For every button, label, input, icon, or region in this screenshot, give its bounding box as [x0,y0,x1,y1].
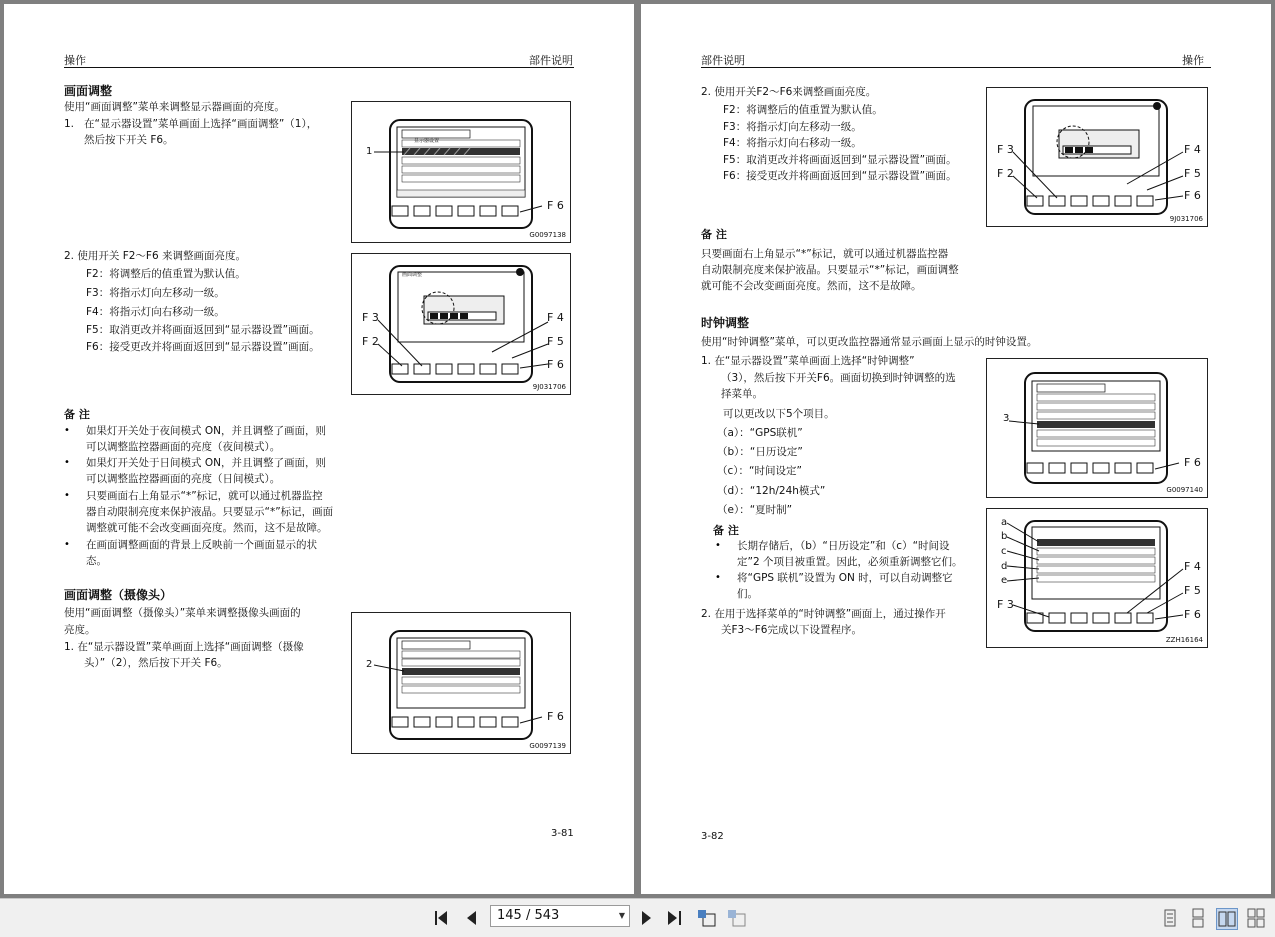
bullet: • [715,572,721,583]
fkey-desc: F2：将调整后的值重置为默认值。 [86,268,246,280]
step-text: 1. 在“显示器设置”菜单画面上选择“画面调整（摄像 [64,641,304,653]
note-text: 将“GPS 联机”设置为 ON 时，可以自动调整它 [737,572,953,584]
bullet: • [64,490,70,501]
note-text: 如果灯开关处于日间模式 ON，并且调整了画面，则 [86,457,326,469]
item-text: （e）：“夏时制” [717,504,793,516]
figure-id: 9J031706 [1169,215,1203,223]
brightness-illustration [352,254,570,394]
callout-f4: F 4 [1184,143,1201,156]
callout-f5: F 5 [1184,167,1201,180]
fkey-desc: F4：将指示灯向右移动一级。 [86,306,225,318]
callout-d: d [1001,561,1008,572]
rotate-icon[interactable] [696,908,716,928]
note-text: 只要画面右上角显示“*”标记，就可以通过机器监控器 [701,248,949,260]
figure-clock-menu [986,508,1208,648]
screen-title: 画面调整 [402,272,423,278]
callout-f5: F 5 [547,335,564,348]
step-text: 然后按下开关 F6。 [84,134,174,146]
page-number: 3-81 [551,828,574,839]
notes-title: 备 注 [64,408,90,421]
page-number-select[interactable] [490,905,630,927]
callout-2: 2 [366,659,373,670]
step-text: 关F3～F6完成以下设置程序。 [721,624,862,636]
rotate-alt-icon[interactable] [726,908,746,928]
step-text: 1. 在“显示器设置”菜单画面上选择“时钟调整” [701,355,915,367]
callout-f3: F 3 [997,598,1014,611]
figure-brightness-screen [986,87,1208,227]
step-text: 2. 在用于选择菜单的“时钟调整”画面上，通过操作开 [701,608,946,620]
notes-title: 备 注 [701,228,727,241]
single-page-icon[interactable] [1160,908,1180,928]
fkey-desc: F5：取消更改并将画面返回到“显示器设置”画面。 [723,154,957,166]
para: 使用“画面调整”菜单来调整显示器画面的亮度。 [64,101,285,113]
prev-page-icon[interactable] [462,908,482,928]
fkey-desc: F6：接受更改并将画面返回到“显示器设置”画面。 [86,341,320,353]
figure-id: ZZH16164 [1165,636,1203,644]
callout-f3: F 3 [362,311,379,324]
bullet: • [64,539,70,550]
figure-id: G0097140 [1166,486,1203,494]
monitor-menu-illustration [352,102,570,242]
clock-menu-illustration [987,509,1207,647]
note-text: 长期存储后，（b）“日历设定”和（c）“时间设 [737,540,950,552]
callout-c: c [1001,546,1007,557]
note-text: 调整就可能不会改变画面亮度。然而，这不是故障。 [86,522,328,534]
section-title-brightness: 画面调整 [64,84,113,98]
fkey-desc: F6：接受更改并将画面返回到“显示器设置”画面。 [723,170,957,182]
figure-monitor-menu-clock [986,358,1208,498]
section-title-camera: 画面调整（摄像头） [64,588,173,602]
next-page-icon[interactable] [636,908,656,928]
callout-e: e [1001,575,1008,586]
callout-f5: F 5 [1184,584,1201,597]
note-text: 可以调整监控器画面的亮度（夜间模式）。 [86,441,281,453]
callout-f2: F 2 [997,167,1014,180]
callout-1: 1 [366,146,373,157]
menu-title: 显示器设置 [414,138,440,144]
fkey-desc: F3：将指示灯向左移动一级。 [723,121,862,133]
step-text: （3），然后按下开关F6。画面切换到时钟调整的选 [721,372,956,384]
viewer-toolbar [0,898,1275,937]
notes-title: 备 注 [713,524,739,537]
callout-f3: F 3 [997,143,1014,156]
figure-id: G0097138 [529,231,566,239]
two-page-continuous-icon[interactable] [1246,908,1266,928]
callout-f6: F 6 [1184,608,1201,621]
note-text: 们。 [737,588,758,600]
header-right: 部件说明 [529,54,573,67]
callout-f6: F 6 [547,358,564,371]
header-left: 部件说明 [701,54,745,67]
bullet: • [715,540,721,551]
note-text: 态。 [86,555,107,567]
callout-3: 3 [1003,413,1010,424]
fkey-desc: F2：将调整后的值重置为默认值。 [723,104,883,116]
brightness-illustration [987,88,1207,226]
chevron-down-icon: ▼ [618,911,625,920]
callout-f4: F 4 [1184,560,1201,573]
note-text: 只要画面右上角显示“*”标记，就可以通过机器监控 [86,490,323,502]
callout-f6: F 6 [1184,456,1201,469]
item-text: （a）：“GPS联机” [717,427,803,439]
continuous-icon[interactable] [1188,908,1208,928]
fkey-desc: F5：取消更改并将画面返回到“显示器设置”画面。 [86,324,320,336]
figure-monitor-menu [351,101,571,243]
monitor-menu-illustration [352,613,570,753]
two-page-icon[interactable] [1216,908,1238,930]
fkey-desc: F4：将指示灯向右移动一级。 [723,137,862,149]
item-text: （d）：“12h/24h模式” [717,485,826,497]
header-rule [701,67,1211,68]
last-page-icon[interactable] [664,908,684,928]
note-text: 可以调整监控器画面的亮度（日间模式）。 [86,473,281,485]
bullet: • [64,425,70,436]
callout-f2: F 2 [362,335,379,348]
para: 亮度。 [64,624,96,636]
section-title-clock: 时钟调整 [701,316,750,330]
callout-f4: F 4 [547,311,564,324]
note-text: 自动限制亮度来保护液晶。只要显示“*”标记，画面调整 [701,264,959,276]
step-text: 2. 使用开关F2～F6来调整画面亮度。 [701,86,877,98]
note-text: 在画面调整画面的背景上反映前一个画面显示的状 [86,539,317,551]
step-text: 2. 使用开关 F2～F6 来调整画面亮度。 [64,250,246,262]
item-text: （c）：“时间设定” [717,465,802,477]
current-page: 145 [497,908,522,923]
figure-id: G0097139 [529,742,566,750]
callout-f6: F 6 [1184,189,1201,202]
figure-id: 9J031706 [532,383,566,391]
note-text: 如果灯开关处于夜间模式 ON，并且调整了画面，则 [86,425,326,437]
note-text: 定”2 个项目被重置。因此，必须重新调整它们。 [737,556,963,568]
step-text: 择菜单。 [721,388,763,400]
callout-a: a [1001,517,1008,528]
page-3-82 [641,4,1271,894]
para: 使用“画面调整（摄像头）”菜单来调整摄像头画面的 [64,607,301,619]
header-left: 操作 [64,54,86,67]
monitor-menu-illustration [987,359,1207,497]
callout-b: b [1001,531,1008,542]
note-text: 就可能不会改变画面亮度。然而，这不是故障。 [701,280,922,292]
callout-f6: F 6 [547,199,564,212]
total-pages: 543 [534,908,560,923]
item-text: （b）：“日历设定” [717,446,803,458]
fkey-desc: F3：将指示灯向左移动一级。 [86,287,225,299]
first-page-icon[interactable] [432,908,452,928]
para: 使用“时钟调整”菜单，可以更改监控器通常显示画面上显示的时钟设置。 [701,336,1038,348]
header-rule [64,67,574,68]
para: 可以更改以下5个项目。 [723,408,835,420]
callout-f6: F 6 [547,710,564,723]
step-text: 在“显示器设置”菜单画面上选择“画面调整”（1）， [84,118,318,130]
step-text: 头）”（2），然后按下开关 F6。 [84,657,228,669]
step-num: 1. [64,118,75,130]
header-right: 操作 [1182,54,1204,67]
page-separator: / [521,908,535,923]
figure-brightness-screen [351,253,571,395]
bullet: • [64,457,70,468]
page-3-81 [4,4,634,894]
figure-camera-menu [351,612,571,754]
note-text: 器自动限制亮度来保护液晶。只要显示“*”标记，画面 [86,506,334,518]
page-number: 3-82 [701,831,724,842]
